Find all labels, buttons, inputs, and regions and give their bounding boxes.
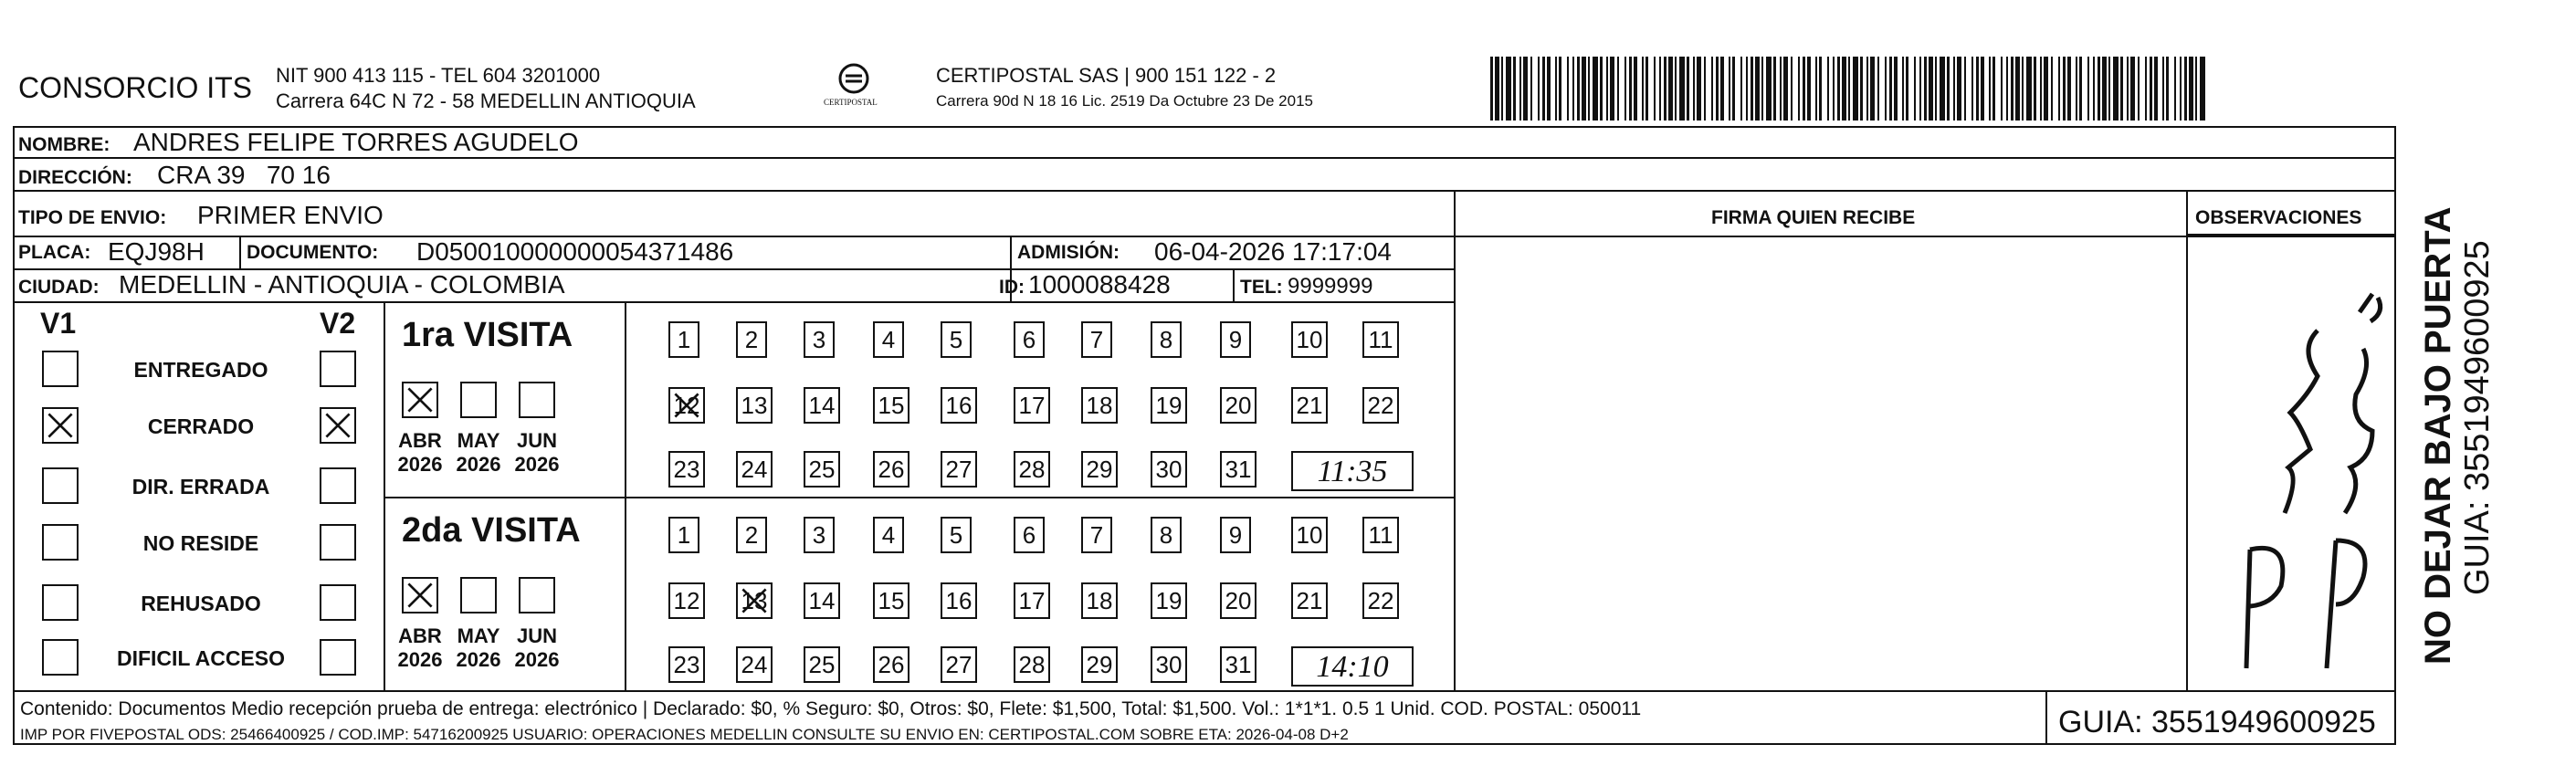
day-box[interactable] (1220, 451, 1256, 488)
day-number: 28 (1018, 456, 1046, 483)
status-label: REHUSADO (141, 592, 261, 615)
day-box[interactable] (1081, 321, 1112, 358)
day-box[interactable] (668, 646, 705, 683)
day-box[interactable] (1081, 517, 1112, 553)
day-number: 31 (1225, 456, 1252, 483)
ciudad-label: CIUDAD: (18, 277, 100, 298)
day-box[interactable] (1220, 646, 1256, 683)
month-name: ABR (398, 429, 442, 452)
v2-checkbox[interactable] (320, 584, 356, 621)
day-number: 15 (878, 587, 905, 614)
month-year: 2026 (456, 648, 501, 672)
direccion-label: DIRECCIÓN: (18, 167, 132, 188)
day-box[interactable] (804, 451, 840, 488)
day-box[interactable] (1291, 387, 1328, 424)
day-number: 27 (945, 651, 973, 678)
ciudad-value: MEDELLIN - ANTIOQUIA - COLOMBIA (119, 270, 565, 299)
day-number: 4 (881, 326, 896, 353)
day-number: 9 (1228, 326, 1243, 353)
day-number: 17 (1018, 392, 1046, 419)
day-box[interactable] (941, 451, 977, 488)
day-box[interactable] (941, 517, 972, 553)
day-box[interactable] (873, 387, 909, 424)
day-number: 16 (945, 392, 973, 419)
day-number: 6 (1022, 326, 1036, 353)
day-box[interactable] (1151, 387, 1187, 424)
day-number: 15 (878, 392, 905, 419)
day-number: 1 (677, 521, 691, 549)
day-number: 31 (1225, 651, 1252, 678)
v1-checkbox[interactable] (42, 407, 79, 444)
day-box[interactable] (1151, 321, 1182, 358)
v2-header: V2 (320, 307, 356, 340)
direccion-value: CRA 39 70 16 (157, 161, 331, 189)
month-checkbox[interactable] (402, 577, 438, 613)
day-box[interactable] (668, 517, 699, 553)
footer-contenido: Contenido: Documentos Medio recepción prueba de entrega: electrónico | Declarado: $0, % Seguro: $0, Otros: $0, Flete: $1,500, Total: $1,500. Vol.: 1*1*1. 0.5 1 Unid. COD. POSTAL: 050011 (20, 698, 1642, 719)
day-box[interactable] (736, 451, 773, 488)
day-box[interactable] (1014, 517, 1045, 553)
day-box[interactable] (736, 387, 773, 424)
day-number: 2 (744, 326, 759, 353)
day-box[interactable] (941, 646, 977, 683)
day-box[interactable] (1014, 646, 1050, 683)
day-number: 21 (1296, 392, 1323, 419)
day-number: 30 (1155, 456, 1183, 483)
v1-checkbox[interactable] (42, 467, 79, 504)
carrier-name: CERTIPOSTAL SAS | 900 151 122 - 2 (936, 64, 1277, 87)
month-label (508, 624, 566, 673)
day-number: 13 (741, 392, 768, 419)
day-number: 10 (1296, 326, 1323, 353)
day-box[interactable] (873, 321, 904, 358)
day-number: 12 (673, 392, 700, 419)
day-box[interactable] (1362, 321, 1399, 358)
day-number: 23 (673, 456, 700, 483)
day-box[interactable] (736, 517, 767, 553)
day-box[interactable] (1291, 582, 1328, 619)
month-name: ABR (398, 624, 442, 647)
tel-value: 9999999 (1288, 274, 1373, 299)
tipo-envio-label: TIPO DE ENVIO: (18, 207, 167, 228)
day-box[interactable] (804, 321, 835, 358)
logo-caption: CERTIPOSTAL (824, 98, 878, 107)
day-box[interactable] (1220, 582, 1256, 619)
tel-label: TEL: (1240, 277, 1283, 298)
day-number: 21 (1296, 587, 1323, 614)
day-box[interactable] (668, 451, 705, 488)
day-number: 24 (741, 456, 768, 483)
day-number: 2 (744, 521, 759, 549)
visit1-title: 1ra VISITA (402, 316, 573, 354)
v2-checkbox[interactable] (320, 639, 356, 676)
month-label (391, 624, 449, 673)
month-checkbox[interactable] (519, 577, 555, 613)
company-address: Carrera 64C N 72 - 58 MEDELLIN ANTIOQUIA (276, 89, 696, 112)
day-number: 5 (949, 521, 963, 549)
v2-checkbox[interactable] (320, 351, 356, 387)
day-box[interactable] (1014, 582, 1050, 619)
status-label: ENTREGADO (133, 358, 268, 382)
v1-header: V1 (40, 307, 77, 340)
nombre-value: ANDRES FELIPE TORRES AGUDELO (133, 128, 579, 156)
day-box[interactable] (873, 451, 909, 488)
day-number: 12 (673, 587, 700, 614)
day-number: 24 (741, 651, 768, 678)
day-number: 8 (1159, 521, 1173, 549)
day-box[interactable] (804, 387, 840, 424)
day-box[interactable] (1014, 451, 1050, 488)
status-label: CERRADO (147, 414, 255, 438)
day-number: 4 (881, 521, 896, 549)
day-number: 20 (1225, 392, 1252, 419)
day-number: 25 (808, 651, 836, 678)
day-number: 28 (1018, 651, 1046, 678)
day-box[interactable] (804, 646, 840, 683)
observaciones-label: OBSERVACIONES (2195, 207, 2362, 228)
day-box[interactable] (1362, 517, 1399, 553)
month-year: 2026 (456, 453, 501, 477)
day-box[interactable] (1081, 451, 1118, 488)
day-box[interactable] (941, 321, 972, 358)
month-name: MAY (457, 429, 500, 452)
v1-checkbox[interactable] (42, 524, 79, 561)
day-box[interactable] (941, 582, 977, 619)
visit-time[interactable]: 14:10 (1291, 646, 1414, 687)
month-label (391, 429, 449, 477)
day-number: 22 (1367, 392, 1394, 419)
day-number: 7 (1089, 326, 1104, 353)
day-number: 19 (1155, 587, 1183, 614)
visit2-title: 2da VISITA (402, 511, 581, 550)
v2-checkbox[interactable] (320, 407, 356, 444)
id-label: ID: (999, 277, 1025, 298)
admision-label: ADMISIÓN: (1017, 242, 1120, 263)
month-checkbox[interactable] (519, 382, 555, 418)
day-box[interactable] (668, 387, 705, 424)
day-number: 19 (1155, 392, 1183, 419)
day-box[interactable] (668, 582, 705, 619)
day-number: 13 (741, 587, 768, 614)
day-box[interactable] (1151, 646, 1187, 683)
placa-label: PLACA: (18, 242, 91, 263)
month-year: 2026 (514, 648, 560, 672)
status-label: NO RESIDE (142, 531, 259, 555)
month-name: JUN (516, 624, 557, 647)
month-year: 2026 (514, 453, 560, 477)
month-label (449, 429, 508, 477)
day-number: 11 (1368, 326, 1393, 353)
tipo-envio-value: PRIMER ENVIO (197, 201, 384, 229)
day-box[interactable] (1220, 321, 1251, 358)
day-box[interactable] (736, 321, 767, 358)
day-number: 7 (1089, 521, 1104, 549)
day-box[interactable] (1362, 387, 1399, 424)
day-number: 25 (808, 456, 836, 483)
day-box[interactable] (1291, 517, 1328, 553)
status-label: DIFICIL ACCESO (116, 646, 285, 670)
day-box[interactable] (873, 582, 909, 619)
nombre-label: NOMBRE: (18, 134, 110, 155)
day-number: 10 (1296, 521, 1323, 549)
v2-checkbox[interactable] (320, 467, 356, 504)
v1-checkbox[interactable] (42, 351, 79, 387)
day-box[interactable] (1081, 646, 1118, 683)
visit-time[interactable]: 11:35 (1291, 451, 1414, 491)
company-name: CONSORCIO ITS (18, 71, 253, 104)
day-number: 17 (1018, 587, 1046, 614)
month-checkbox[interactable] (460, 577, 497, 613)
id-value: 1000088428 (1028, 270, 1171, 299)
day-number: 20 (1225, 587, 1252, 614)
day-box[interactable] (1081, 387, 1118, 424)
day-number: 1 (677, 326, 691, 353)
day-number: 30 (1155, 651, 1183, 678)
day-number: 14 (808, 392, 836, 419)
day-number: 27 (945, 456, 973, 483)
day-box[interactable] (668, 321, 699, 358)
day-number: 29 (1086, 651, 1113, 678)
month-name: MAY (457, 624, 500, 647)
signature-area[interactable] (1457, 239, 2184, 688)
status-label: DIR. ERRADA (131, 475, 270, 498)
month-checkbox[interactable] (402, 382, 438, 418)
side-guia: GUIA: 3551949600925 (2458, 240, 2497, 595)
carrier-address: Carrera 90d N 18 16 Lic. 2519 Da Octubre 23 De 2015 (936, 92, 1313, 110)
day-number: 14 (808, 587, 836, 614)
day-box[interactable] (1151, 451, 1187, 488)
day-number: 26 (878, 456, 905, 483)
day-number: 16 (945, 587, 973, 614)
month-name: JUN (516, 429, 557, 452)
documento-label: DOCUMENTO: (247, 242, 379, 263)
day-box[interactable] (804, 517, 835, 553)
barcode (1490, 57, 2212, 121)
day-box[interactable] (1362, 582, 1399, 619)
day-number: 9 (1228, 521, 1243, 549)
day-number: 18 (1086, 587, 1113, 614)
admision-value: 06-04-2026 17:17:04 (1154, 237, 1392, 266)
day-box[interactable] (1014, 321, 1045, 358)
day-box[interactable] (1151, 517, 1182, 553)
footer-imp: IMP POR FIVEPOSTAL ODS: 25466400925 / COD.IMP: 54716200925 USUARIO: OPERACIONES MEDELLIN CONSULTE SU ENVIO EN: CERTIPOSTAL.COM SOBRE ETA: 2026-04-08 D+2 (20, 726, 1349, 743)
v1-checkbox[interactable] (42, 584, 79, 621)
day-number: 22 (1367, 587, 1394, 614)
day-box[interactable] (1220, 387, 1256, 424)
month-checkbox[interactable] (460, 382, 497, 418)
day-number: 3 (812, 326, 826, 353)
day-number: 29 (1086, 456, 1113, 483)
month-year: 2026 (397, 453, 443, 477)
observaciones-handwriting (2190, 239, 2392, 687)
day-number: 3 (812, 521, 826, 549)
day-number: 11 (1368, 521, 1393, 549)
day-number: 6 (1022, 521, 1036, 549)
firma-label: FIRMA QUIEN RECIBE (1711, 207, 1916, 228)
day-number: 26 (878, 651, 905, 678)
placa-value: EQJ98H (108, 237, 205, 266)
documento-value: D050010000000054371486 (416, 237, 734, 266)
day-number: 5 (949, 326, 963, 353)
day-box[interactable] (941, 387, 977, 424)
day-box[interactable] (873, 517, 904, 553)
day-number: 18 (1086, 392, 1113, 419)
day-box[interactable] (1081, 582, 1118, 619)
day-box[interactable] (736, 582, 773, 619)
day-box[interactable] (1291, 321, 1328, 358)
day-box[interactable] (736, 646, 773, 683)
day-box[interactable] (804, 582, 840, 619)
footer-guia: GUIA: 3551949600925 (2058, 705, 2376, 739)
company-nit: NIT 900 413 115 - TEL 604 3201000 (276, 64, 601, 87)
day-box[interactable] (1014, 387, 1050, 424)
day-box[interactable] (1151, 582, 1187, 619)
v2-checkbox[interactable] (320, 524, 356, 561)
certipostal-logo (813, 60, 895, 115)
day-number: 23 (673, 651, 700, 678)
month-label (508, 429, 566, 477)
day-number: 8 (1159, 326, 1173, 353)
month-label (449, 624, 508, 673)
month-year: 2026 (397, 648, 443, 672)
day-box[interactable] (1220, 517, 1251, 553)
v1-checkbox[interactable] (42, 639, 79, 676)
no-dejar-bajo-puerta: NO DEJAR BAJO PUERTA (2418, 206, 2458, 665)
day-box[interactable] (873, 646, 909, 683)
